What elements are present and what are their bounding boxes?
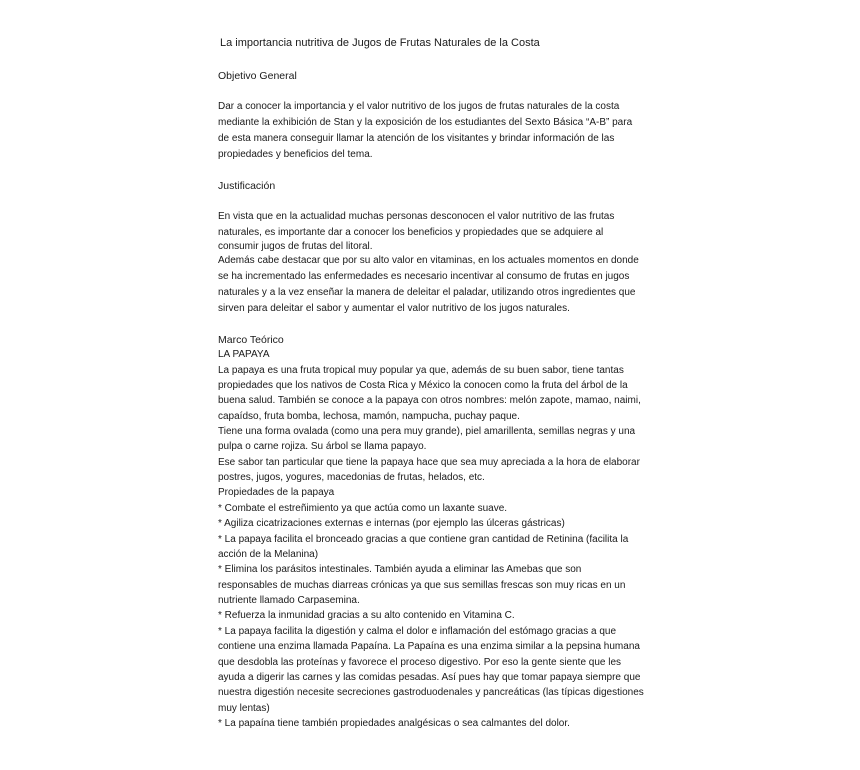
- text-line: * Combate el estreñimiento ya que actúa como un laxante suave.: [218, 503, 508, 514]
- text-line: nutriente llamado Carpasemina.: [218, 595, 360, 606]
- text-line: muy lentas): [218, 703, 270, 714]
- heading-marco: Marco Teórico: [218, 334, 284, 346]
- text-line: pulpa o carne rojiza. Su árbol se llama papayo.: [218, 441, 427, 452]
- text-line: responsables de muchas diarreas crónicas ya que sus semillas frescas son muy ricas en un: [218, 580, 626, 591]
- text-line: * La papaya facilita la digestión y calma el dolor e inflamación del estómago gracias a que: [218, 626, 617, 637]
- heading-objetivo: Objetivo General: [218, 70, 297, 82]
- text-line: acción de la Melanina): [218, 549, 319, 560]
- document-title: La importancia nutritiva de Jugos de Frutas Naturales de la Costa: [220, 37, 540, 49]
- text-line: consumir jugos de frutas del litoral.: [218, 241, 373, 252]
- text-line: La papaya es una fruta tropical muy popular ya que, además de su buen sabor, tiene tantas: [218, 365, 624, 376]
- text-line: * Elimina los parásitos intestinales. También ayuda a eliminar las Amebas que son: [218, 564, 582, 575]
- text-line: sirven para deleitar el sabor y aumentar el valor nutritivo de los jugos naturales.: [218, 303, 570, 314]
- text-line: Ese sabor tan particular que tiene la papaya hace que sea muy apreciada a la hora de elaborar: [218, 457, 640, 468]
- text-line: contiene una enzima llamada Papaína. La Papaína es una enzima similar a la pepsina humana: [218, 641, 640, 652]
- text-line: que desdobla las proteínas y favorece el proceso digestivo. Por eso la gente siente que les: [218, 657, 622, 668]
- text-line: capaídso, fruta bomba, lechosa, mamón, nampucha, puchay paque.: [218, 411, 520, 422]
- text-line: de esta manera conseguir llamar la atención de los visitantes y brindar información de las: [218, 133, 615, 144]
- text-line: nuestra digestión necesite secreciones gastroduodenales y pancreáticas (las típicas digestiones: [218, 687, 644, 698]
- text-line: naturales y a la vez enseñar la manera de deleitar el paladar, utilizando otros ingredientes que: [218, 287, 636, 298]
- text-line: Además cabe destacar que por su alto valor en vitaminas, en los actuales momentos en donde: [218, 255, 639, 266]
- text-line: buena salud. También se conoce a la papaya con otros nombres: melón zapote, mamao, naimi,: [218, 395, 641, 406]
- text-line: Tiene una forma ovalada (como una pera muy grande), piel amarillenta, semillas negras y una: [218, 426, 636, 437]
- text-line: * La papaína tiene también propiedades analgésicas o sea calmantes del dolor.: [218, 718, 570, 729]
- text-line: se ha incrementado las enfermedades es necesario incentivar al consumo de frutas en jugos: [218, 271, 630, 282]
- text-line: LA PAPAYA: [218, 349, 270, 360]
- text-line: ayuda a digerir las carnes y las comidas pesadas. Así pues hay que tomar papaya siempre que: [218, 672, 641, 683]
- text-line: propiedades que los nativos de Costa Rica y México la conocen como la fruta del árbol de la: [218, 380, 628, 391]
- text-line: mediante la exhibición de Stan y la exposición de los estudiantes del Sexto Básica “A-B” para: [218, 117, 633, 128]
- text-line: * La papaya facilita el bronceado gracias a que contiene gran cantidad de Retinina (facilita la: [218, 534, 629, 545]
- text-line: En vista que en la actualidad muchas personas desconocen el valor nutritivo de las frutas: [218, 211, 615, 222]
- text-line: * Refuerza la inmunidad gracias a su alto contenido en Vitamina C.: [218, 610, 515, 621]
- text-line: Propiedades de la papaya: [218, 487, 335, 498]
- heading-justificacion: Justificación: [218, 180, 276, 192]
- text-line: * Agiliza cicatrizaciones externas e internas (por ejemplo las úlceras gástricas): [218, 518, 565, 529]
- text-line: naturales, es importante dar a conocer los beneficios y propiedades que se adquiere al: [218, 227, 604, 238]
- text-line: propiedades y beneficios del tema.: [218, 149, 373, 160]
- text-line: Dar a conocer la importancia y el valor nutritivo de los jugos de frutas naturales de la costa: [218, 101, 620, 112]
- text-line: postres, jugos, yogures, macedonias de frutas, helados, etc.: [218, 472, 485, 483]
